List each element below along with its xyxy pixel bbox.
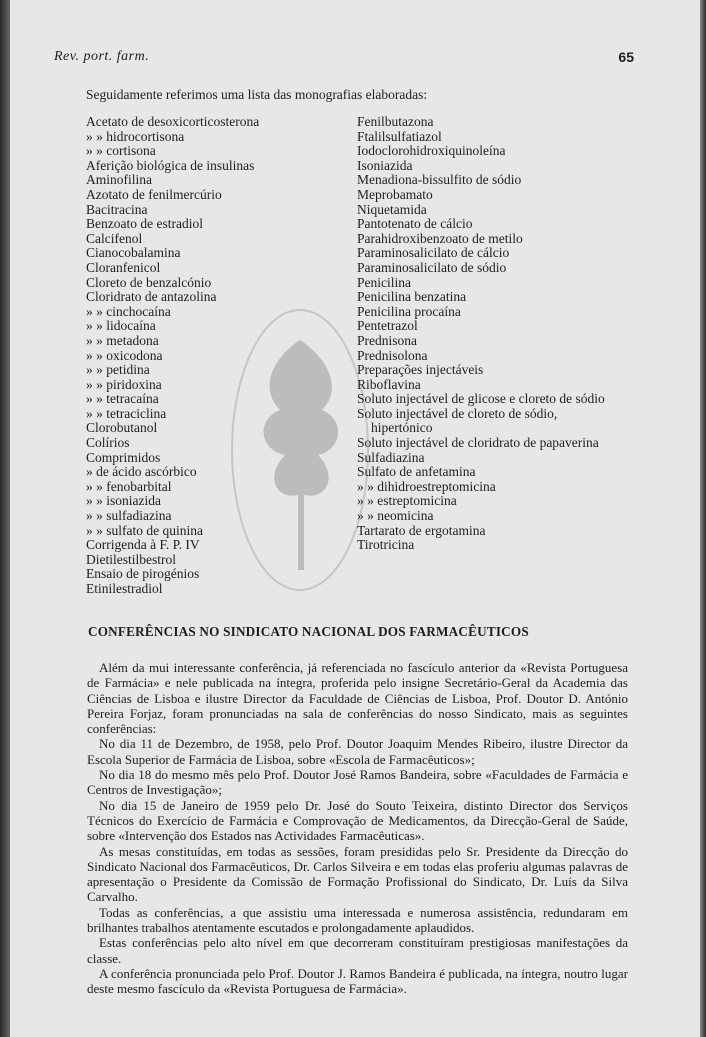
monograph-item: Cloridrato de antazolina	[86, 289, 217, 305]
monograph-item: Clorobutanol	[86, 420, 158, 436]
monograph-item: Isoniazida	[357, 157, 413, 173]
monograph-item: » » estreptomicina	[357, 493, 457, 509]
monograph-item: Prednisolona	[357, 347, 428, 363]
monograph-item: Soluto injectável de glicose e cloreto de sódio	[357, 391, 605, 407]
monograph-item: Preparações injectáveis	[357, 362, 484, 378]
page-number: 65	[618, 49, 634, 65]
monograph-item: Comprimidos	[86, 449, 161, 465]
monograph-item: Tartarato de ergotamina	[357, 522, 486, 538]
document-page	[10, 0, 700, 1037]
monograph-item: Dietilestilbestrol	[86, 551, 176, 567]
monograph-item: Acetato de desoxicorticosterona	[86, 114, 260, 129]
page-gutter-shadow	[0, 0, 10, 1037]
monograph-item: Menadiona-bissulfito de sódio	[357, 172, 522, 188]
section-title: CONFERÊNCIAS NO SINDICATO NACIONAL DOS FARMACÊUTICOS	[88, 624, 529, 639]
monograph-item: Bacitracina	[86, 201, 148, 217]
monograph-item: Iodoclorohidroxiquinoleína	[357, 143, 506, 159]
article-paragraph: Estas conferências pelo alto nível em que decorreram constituíram prestigiosas manifestações da classe.	[87, 935, 628, 966]
monograph-item: Ensaio de pirogénios	[86, 566, 200, 582]
monograph-item: » » sulfato de quinina	[86, 522, 203, 538]
monograph-item: Sulfato de anfetamina	[357, 464, 476, 480]
monograph-item: » » sulfadiazina	[86, 508, 172, 524]
monograph-item: Sulfadiazina	[357, 449, 425, 465]
monograph-item: Cloranfenicol	[86, 259, 161, 275]
monograph-item: Fenilbutazona	[357, 114, 434, 129]
monograph-item: » » cortisona	[86, 143, 156, 159]
monograph-item: Niquetamida	[357, 201, 427, 217]
monograph-item: Benzoato de estradiol	[86, 216, 203, 232]
monograph-item: Penicilina procaína	[357, 303, 461, 319]
monograph-item: Etinilestradiol	[86, 581, 163, 596]
monograph-item: Soluto injectável de cloridrato de papaverina	[357, 435, 599, 451]
article-paragraph: Além da mui interessante conferência, já referenciada no fascículo anterior da «Revista Portuguesa de Farmácia» e nele publicada na íntegra, proferida pelo insigne Secretário-Geral da Academia das Ciências de Lisboa e ilustre Director da Faculdade de Ciências de Lisboa, Prof. Doutor D. António Pereira Forjaz, foram pronunciadas na sala de conferências do nosso Sindicato, mais as seguintes conferências:	[87, 660, 628, 737]
monograph-item: » » oxicodona	[86, 347, 163, 363]
monograph-item: Meprobamato	[357, 186, 433, 202]
monograph-item: Tirotricina	[357, 537, 415, 553]
article-paragraph: No dia 15 de Janeiro de 1959 pelo Dr. José do Souto Teixeira, distinto Director dos Serviços Técnicos do Exercício de Farmácia e Comprovação de Medicamentos, da Direcção-Geral de Saúde, sobre «Intervenção dos Estados nas Actividades Farmacêuticas».	[87, 797, 628, 844]
monograph-item: Pantotenato de cálcio	[357, 216, 473, 232]
monograph-item: Aferição biológica de insulinas	[86, 157, 255, 173]
article-body	[87, 660, 628, 997]
monograph-item: Penicilina benzatina	[357, 289, 467, 305]
monograph-item: » » piridoxina	[86, 376, 162, 392]
monograph-list-right	[357, 115, 615, 553]
monograph-item: Cloreto de benzalcónio	[86, 274, 212, 290]
article-paragraph: Todas as conferências, a que assistiu uma interessada e numerosa assistência, redundaram em brilhantes trabalhos atentamente escutados e prolongadamente aplaudidos.	[87, 904, 628, 936]
monograph-item: » » lidocaína	[86, 318, 156, 334]
monograph-item: » » dihidroestreptomicina	[357, 478, 496, 494]
monograph-item: Ftalilsulfatiazol	[357, 128, 442, 144]
monograph-item: Paraminosalicilato de sódio	[357, 259, 507, 275]
monograph-item: » » cinchocaína	[86, 303, 171, 319]
article-paragraph: No dia 11 de Dezembro, de 1958, pelo Prof. Doutor Joaquim Mendes Ribeiro, ilustre Director da Escola Superior de Farmácia de Lisboa, sobre «Escola de Farmacêuticos»;	[87, 736, 628, 767]
monograph-item: Soluto injectável de cloreto de sódio, hipertónico	[357, 405, 558, 436]
monograph-item: Paraminosalicilato de cálcio	[357, 245, 510, 261]
monograph-item: » » fenobarbital	[86, 478, 172, 494]
monograph-list-left	[86, 115, 356, 597]
monograph-item: Calcifenol	[86, 230, 143, 246]
monograph-item: Parahidroxibenzoato de metilo	[357, 230, 523, 246]
monograph-item: » » neomicina	[357, 508, 434, 524]
monograph-item: Colírios	[86, 435, 130, 451]
monograph-item: » » metadona	[86, 332, 159, 348]
page-edge-shadow	[700, 0, 706, 1037]
monograph-item: » » tetracaína	[86, 391, 159, 407]
article-paragraph: As mesas constituídas, em todas as sessões, foram presididas pelo Sr. Presidente da Direcção do Sindicato Nacional dos Farmacêuticos, Dr. Carlos Silveira e em todas elas proferiu algumas palavras de apresentação o Presidente da Comissão de Formação Profissional do Sindicato, Dr. Luís da Silva Carvalho.	[87, 843, 628, 905]
article-paragraph: A conferência pronunciada pelo Prof. Doutor J. Ramos Bandeira é publicada, na íntegra, noutro lugar deste mesmo fascículo da «Revista Portuguesa de Farmácia».	[87, 965, 628, 997]
monograph-item: » » tetraciclina	[86, 405, 167, 421]
monograph-item: Azotato de fenilmercúrio	[86, 186, 222, 202]
monograph-item: Pentetrazol	[357, 318, 418, 334]
monograph-item: Aminofilina	[86, 172, 152, 188]
monograph-item: Cianocobalamina	[86, 245, 181, 261]
monograph-item: Corrigenda à F. P. IV	[86, 537, 200, 553]
monograph-item: » » isoniazida	[86, 493, 161, 509]
monograph-item: Penicilina	[357, 274, 411, 290]
monograph-item: » » petidina	[86, 362, 150, 378]
monograph-item: » de ácido ascórbico	[86, 464, 197, 480]
article-paragraph: No dia 18 do mesmo mês pelo Prof. Doutor José Ramos Bandeira, sobre «Faculdades de Farmácia e Centros de Investigação»;	[87, 767, 628, 798]
monograph-item: » » hidrocortisona	[86, 128, 185, 144]
journal-name: Rev. port. farm.	[54, 49, 150, 64]
monograph-item: Prednisona	[357, 332, 417, 348]
monograph-item: Riboflavina	[357, 376, 421, 392]
list-intro: Seguidamente referimos uma lista das monografias elaboradas:	[86, 87, 428, 102]
